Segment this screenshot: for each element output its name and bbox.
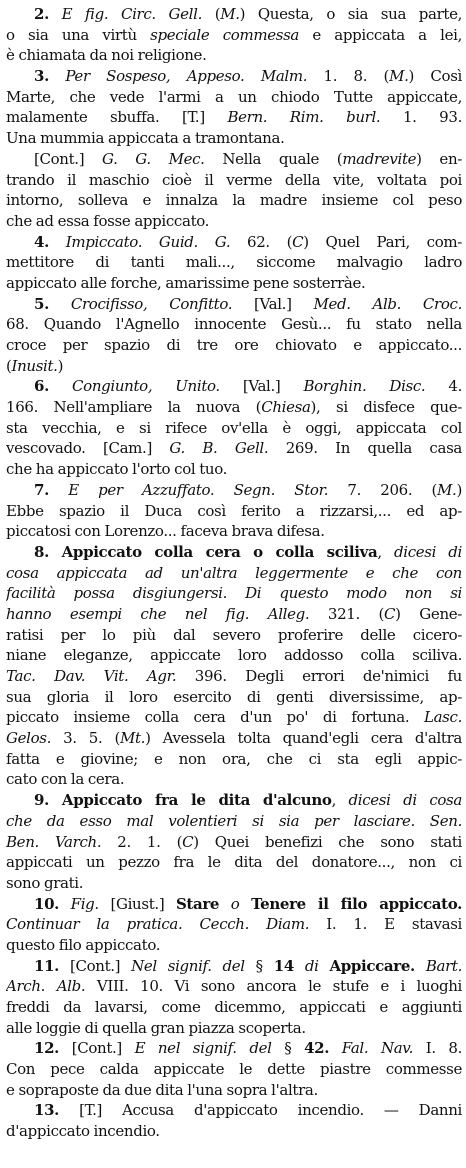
text-line [6,1038,462,1059]
text-run: che ha appiccato l'orto col tuo. [6,460,228,479]
text-run [49,5,62,23]
text-run: Marte, che vede l'armi a un chiodo Tutte appiccate, [6,87,462,106]
text-run [239,895,251,913]
text-run: 62. ( [230,232,293,251]
text-run: ( [6,356,12,375]
text-run [49,233,66,251]
text-run [415,957,426,975]
text-run: 396. Degli errori de'nimici fu [176,667,462,685]
italic-text: E per Azzuffato. Segn. Stor. [68,480,329,499]
italic-text: M. [389,67,409,86]
text-line [6,128,462,149]
italic-text: facilità possa disgiungersi. Di questo modo non si [6,584,462,603]
text-run: 269. In quella casa [268,439,462,458]
text-run: , [331,791,349,810]
italic-text: Chiesa [261,398,311,417]
text-run: ) Quel Pari, com- [303,232,462,251]
text-line [6,873,462,894]
text-run: ) en- [416,149,462,168]
italic-text: Inusit. [11,356,58,375]
text-run: [T.] Accusa d'appiccato incendio. — Danni [59,1101,462,1120]
text-run: I. 8. [413,1039,462,1058]
text-line [6,645,462,666]
text-run: § [271,1039,305,1058]
text-run: vescovado. [Cam.] [6,439,170,458]
bold-text: 4. [34,232,49,251]
text-run: Ebbe spazio il Duca così ferito a rizzarsi,... ed ap- [6,501,462,520]
text-line [6,625,462,646]
italic-text: M. [437,480,457,499]
text-run: [Cont.] [34,149,102,168]
italic-text: E nel signif. del [134,1039,272,1058]
text-run: 1. 93. [380,108,462,127]
italic-text: C [292,232,304,251]
text-line [6,190,462,211]
text-run: freddi da lavarsi, come dicemmo, appiccati e aggiunti [6,998,462,1016]
text-line [6,687,462,708]
text-line [6,604,462,625]
italic-text: E fig. Circ. Gell. [61,5,202,23]
text-run: VIII. 10. Vi sono ancora le stufe e i luoghi [85,977,462,996]
text-run [49,481,68,499]
bold-text: 8. Appiccato colla cera o colla sciliva [34,542,378,561]
text-run: e sopraposte da due dita l'una sopra l'altra. [6,1080,318,1099]
text-run: ) Gene- [395,604,462,623]
text-line [6,852,462,873]
text-run: 3. 5. ( [51,729,120,748]
text-line [6,314,462,335]
italic-text: G. B. Gell. [169,439,269,458]
text-line [6,438,462,459]
text-run: [Cont.] [59,956,132,975]
text-run: 321. ( [309,604,385,623]
text-run: piccato insieme colla cera d'un po' di fortuna. [6,708,424,727]
text-line [6,107,462,128]
text-line [6,25,462,46]
text-run: Con pece calda appiccate le dette piastre commesse [6,1060,462,1079]
text-run: [Val.] [219,377,304,396]
text-line [6,769,462,790]
italic-text: Congiunto, Unito. [72,377,220,396]
italic-text: Nel signif. del [131,956,245,975]
text-run: 2. 1. ( [101,832,183,851]
text-line [6,563,462,584]
italic-text: Ben. Varch. [6,832,102,851]
text-run [294,957,305,975]
text-line [6,790,462,811]
text-line [6,914,462,935]
text-line [6,149,462,170]
bold-text: 42. [304,1039,330,1058]
text-run: ) Così [408,67,462,86]
text-run: croce per spazio di tre ore chiovato e appiccato... [6,336,462,354]
text-run: ), si disfece que- [310,398,462,417]
bold-text: 9. Appiccato fra le dita d'alcuno [34,791,332,810]
text-line [6,894,462,915]
italic-text: Borghin. Disc. [303,377,426,396]
italic-text: C [384,604,396,623]
italic-text: o [230,894,240,913]
text-run: sta vecchia, e si rifece ov'ella è oggi, appiccata col [6,418,462,437]
text-run: ) Avessela tolta quand'egli cera d'altra [145,729,462,748]
text-line [6,170,462,191]
italic-text: che da esso mal volentieri si sia per lasciare. Sen. [6,811,462,830]
italic-text: C [182,832,194,851]
text-run: fatta e giovine; e non ora, che ci sta egli appic- [6,749,462,768]
text-run: 166. Nell'ampliare la nuova ( [6,398,262,417]
text-line [6,666,462,687]
text-run: malamente sbuffa. [T.] [6,108,228,127]
text-run: cato con la cera. [6,770,125,789]
text-line [6,749,462,770]
text-line [6,811,462,832]
text-run [49,295,71,313]
text-run: e appiccata a lei, [299,25,462,44]
text-run: alle loggie di quella gran piazza scoperta. [6,1018,306,1037]
text-line [6,521,462,542]
text-run: Una mummia appiccata a tramontana. [6,129,285,148]
bold-text: 7. [34,480,49,499]
bold-text: 3. [34,67,49,86]
text-run: [Cont.] [59,1039,135,1058]
text-run: , [377,542,394,561]
italic-text: speciale commessa [150,25,300,44]
text-line [6,294,462,315]
text-run: è chiamata da noi religione. [6,46,207,65]
italic-text: Arch. Alb. [6,977,86,996]
bold-text: Tenere il filo appiccato. [251,894,462,913]
text-run: Nella quale ( [204,149,343,168]
text-run: ) [456,480,462,499]
bold-text: 11. [34,956,60,975]
italic-text: Per Sospeso, Appeso. Malm. [65,67,308,86]
bold-text: 10. [34,894,60,913]
text-run: [Val.] [232,294,314,313]
text-line [6,87,462,108]
text-run [329,1039,342,1057]
text-run: intorno, solleva e innalza la madre insieme col peso [6,191,462,210]
text-run: piccatosi con Lorenzo... faceva brava difesa. [6,522,325,541]
text-run: d'appiccato incendio. [6,1122,160,1141]
text-run: ratisi per lo più dal severo proferire delle cicero- [6,625,462,644]
italic-text: Continuar la pratica. Cecch. Diam. [6,915,310,934]
bold-text: 13. [34,1101,60,1120]
italic-text: dicesi di cosa [348,791,462,810]
text-line [6,273,462,294]
italic-text: hanno esempi che nel fig. Alleg. [6,604,310,623]
text-line [6,707,462,728]
text-line [6,211,462,232]
text-run: ) [57,356,64,375]
text-line [6,832,462,853]
text-run: trando il maschio cioè il verme della vite, voltata poi [6,170,462,189]
bold-text: 14 [273,956,294,975]
text-run: ) Questa, o sia sua parte, [239,5,462,23]
italic-text: Gelos. [6,729,52,748]
bold-text: Stare [175,894,220,913]
text-run: appiccato alle forche, amarissime pene sosterràe. [6,273,366,292]
text-line [6,935,462,956]
italic-text: M. [220,5,240,23]
text-line [6,45,462,66]
text-line [6,1080,462,1101]
italic-text: madrevite [342,149,417,168]
text-run: o sia una virtù [6,25,151,44]
text-run: niane eleganze, appiccate loro addosso colla sciliva. [6,646,462,665]
bold-text: 6. [34,377,49,396]
text-line [6,1059,462,1080]
text-line [6,418,462,439]
text-line [6,335,462,356]
italic-text: G. G. Mec. [102,149,205,168]
text-line [6,542,462,563]
text-line [6,232,462,253]
text-line [6,459,462,480]
text-run [319,957,330,975]
italic-text: di [304,956,319,975]
text-line [6,501,462,522]
text-run: sono grati. [6,873,84,892]
text-line [6,1018,462,1039]
bold-text: 5. [34,294,49,313]
italic-text: Fal. Nav. [341,1039,414,1058]
text-run: sua gloria il loro esercito di genti diversissime, ap- [6,687,462,706]
bold-text: 12. [34,1039,60,1058]
text-line [6,976,462,997]
text-run: § [244,956,274,975]
text-line [6,397,462,418]
text-run: 4. [425,377,462,396]
text-line [6,66,462,87]
text-line [6,1121,462,1142]
text-line [6,376,462,397]
text-line [6,480,462,501]
text-run: I. 1. E stavasi [309,915,462,934]
italic-text: Tac. Dav. Vit. Agr. [6,667,177,685]
text-line [6,4,462,25]
italic-text: cosa appiccata ad un'altra leggermente e che con [6,563,462,582]
text-line [6,1100,462,1121]
text-run: [Giust.] [98,894,176,913]
italic-text: Impiccato. Guid. G. [65,232,231,251]
text-run [49,67,65,85]
text-line [6,583,462,604]
text-line [6,728,462,749]
text-run: 68. Quando l'Agnello innocente Gesù... fu stato nella [6,315,462,334]
text-run: ) Quei benefizi che sono stati [193,832,462,851]
italic-text: Mt. [119,729,146,748]
text-run: 7. 206. ( [328,480,438,499]
italic-text: Lasc. [423,708,462,727]
italic-text: Bern. Rim. burl. [227,108,381,127]
italic-text: Crocifisso, Confitto. [70,294,233,313]
italic-text: dicesi di [394,542,462,561]
bold-text: Appiccare. [329,956,415,975]
text-run: ( [202,5,221,23]
text-line [6,997,462,1018]
italic-text: Bart. [425,956,462,975]
text-run: 1. 8. ( [307,67,390,86]
text-run [49,377,72,395]
italic-text: Med. Alb. Croc. [313,294,462,313]
italic-text: Fig. [70,894,99,913]
text-run: questo filo appiccato. [6,935,161,954]
text-run: che ad essa fosse appiccato. [6,211,210,230]
bold-text: 2. [34,5,49,23]
text-line [6,956,462,977]
text-line [6,356,462,377]
text-run [219,895,231,913]
text-run [59,895,71,913]
text-run: mettitore di tanti mali..., siccome malvagio ladro [6,253,462,272]
text-line [6,252,462,273]
text-run: appiccati un pezzo fra le dita del donatore..., non ci [6,853,462,872]
